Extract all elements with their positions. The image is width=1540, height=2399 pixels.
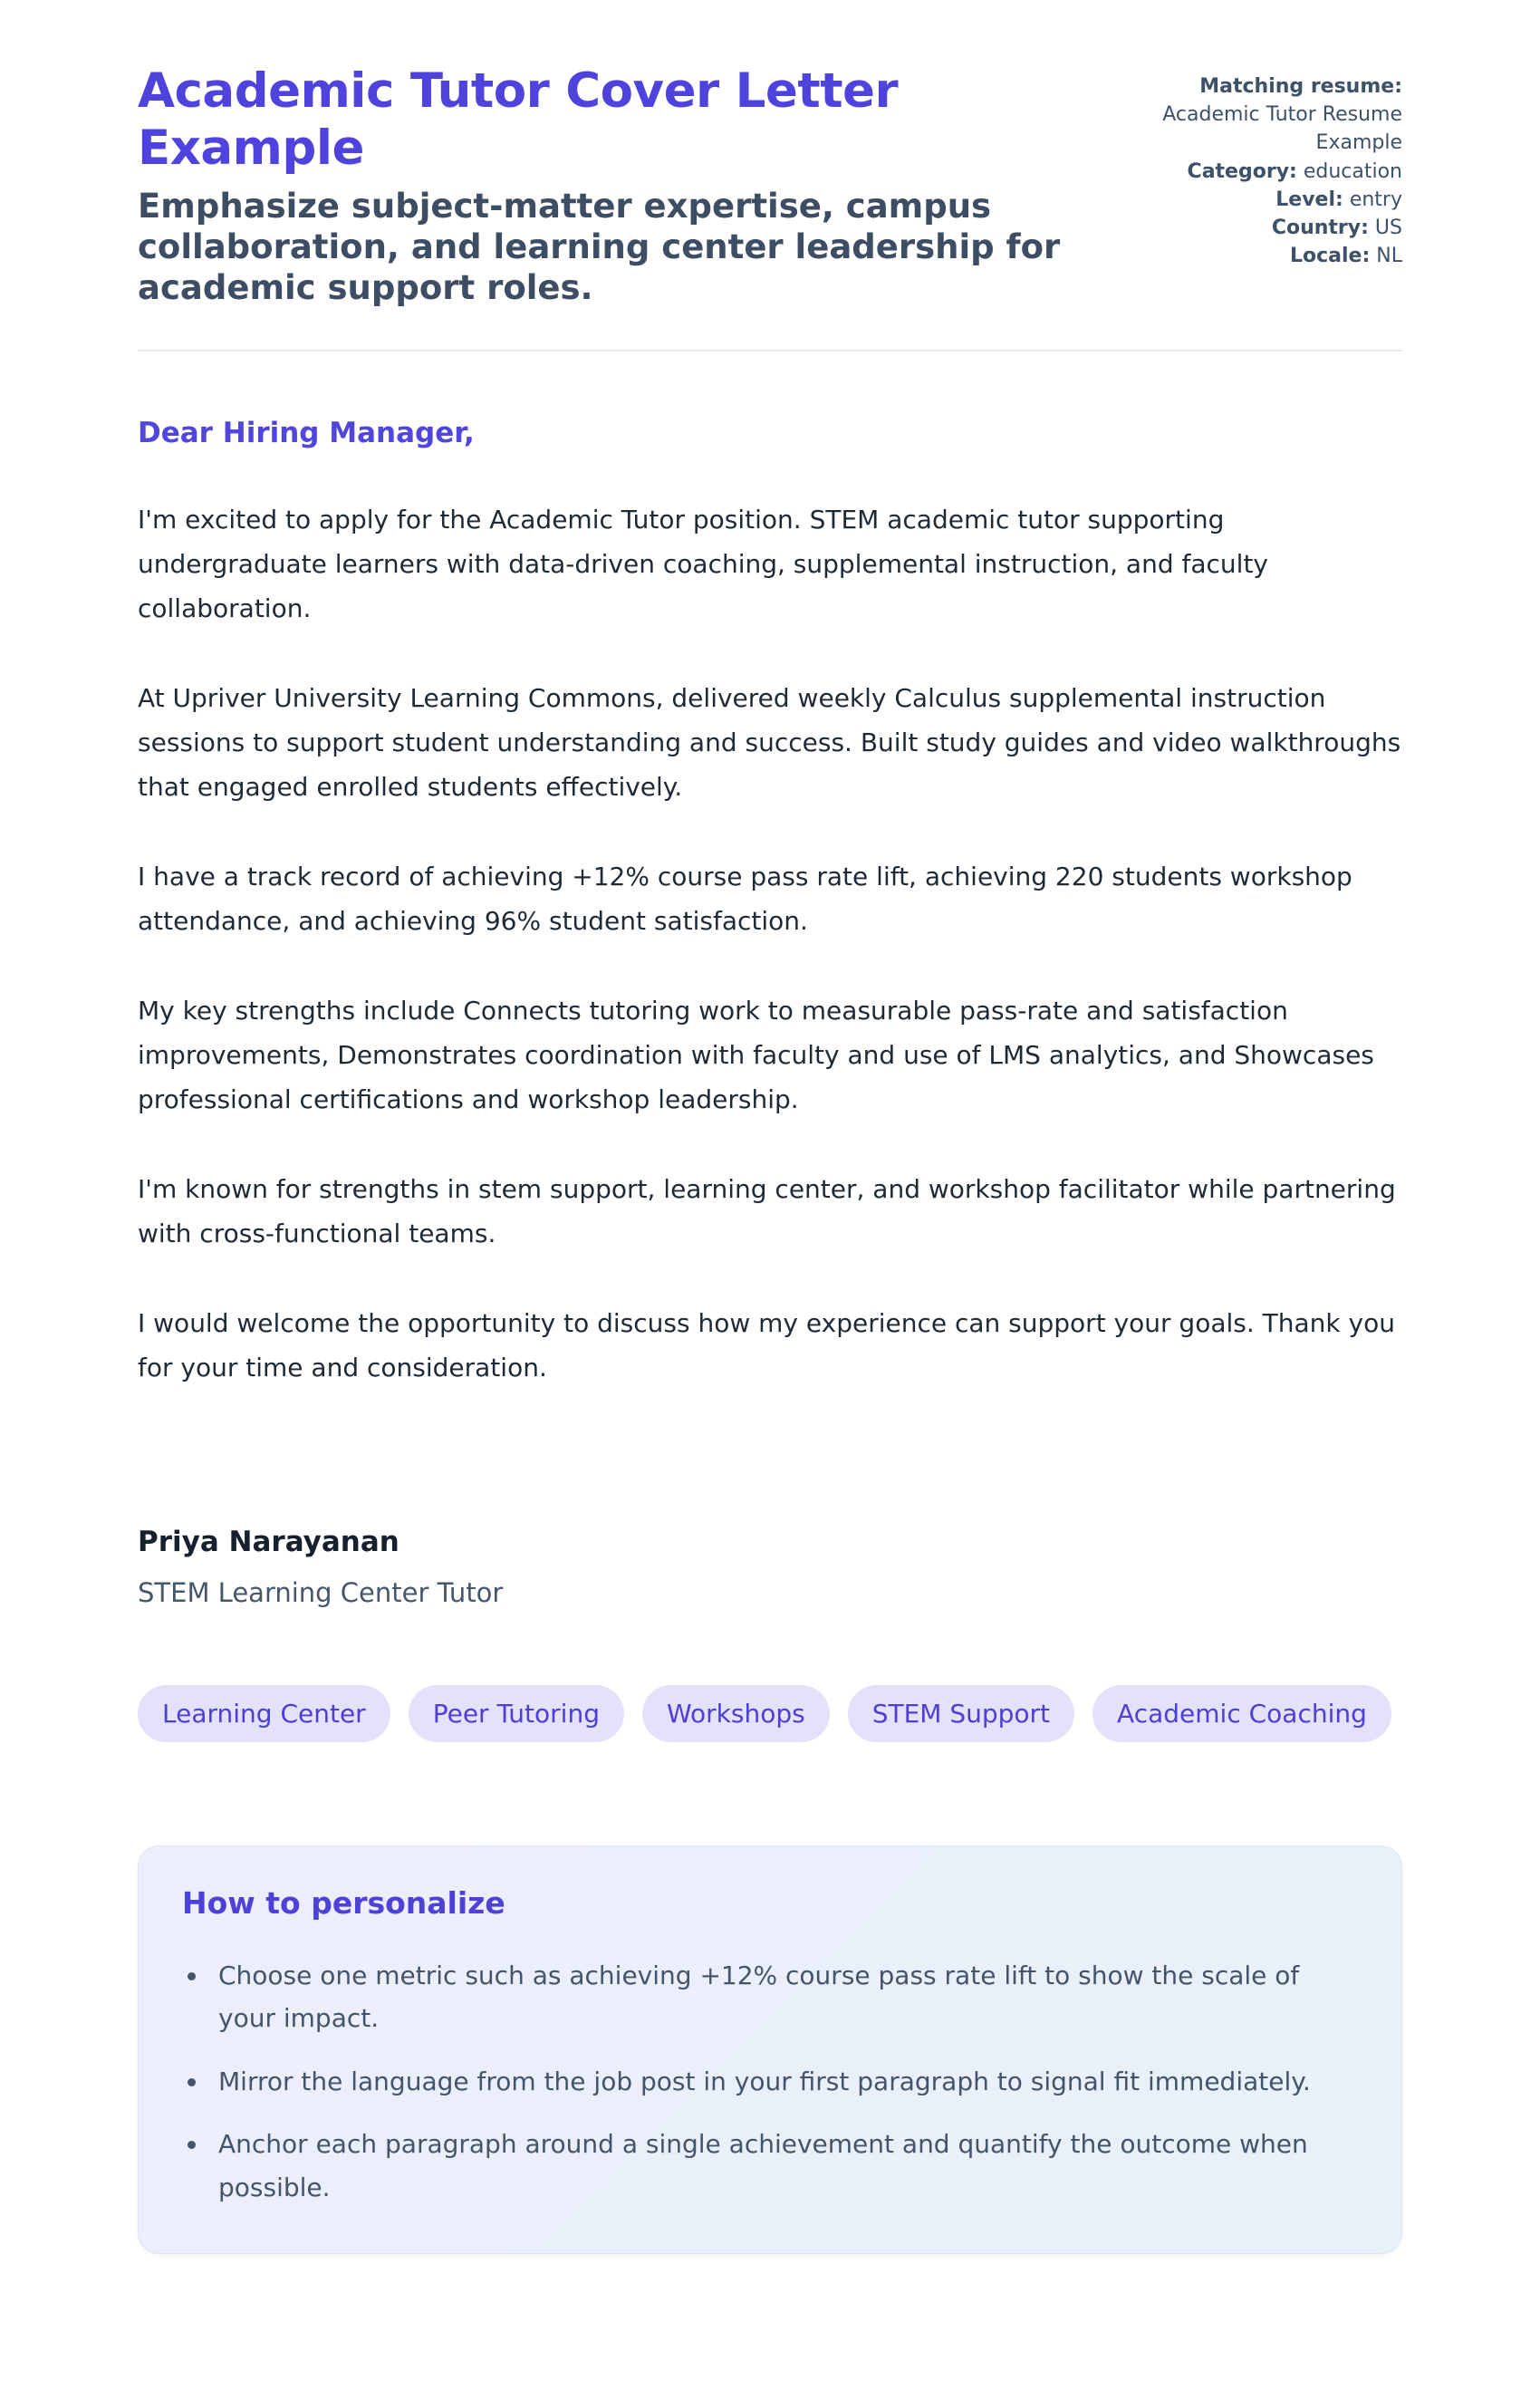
meta-label: Matching resume: xyxy=(1199,75,1402,98)
tips-box xyxy=(138,1845,1402,2254)
tag-pill[interactable]: Learning Center xyxy=(138,1685,390,1742)
tips-title: How to personalize xyxy=(182,1884,505,1921)
cover-letter-page xyxy=(138,0,1402,2336)
tag-pill[interactable]: Workshops xyxy=(642,1685,830,1742)
letter-paragraph: I would welcome the opportunity to discuss how my experience can support your goals. Thank you for your time and consideration. xyxy=(138,1307,1395,1383)
meta-label: Level: xyxy=(1275,188,1343,211)
header-left xyxy=(138,63,1098,308)
meta-label: Category: xyxy=(1187,159,1297,183)
tag-pill[interactable]: Academic Coaching xyxy=(1092,1685,1391,1742)
tip-item: • Choose one metric such as achieving +12% course pass rate lift to show the scale of your impact. xyxy=(209,1954,1358,2040)
signature xyxy=(138,1524,1402,1611)
page-subtitle: Emphasize subject-matter expertise, campus collaboration, and learning center leadership for academic support roles. xyxy=(138,187,1061,308)
letter-paragraph: At Upriver University Learning Commons, delivered weekly Calculus supplemental instruction sessions to support student understanding and success. Built study guides and video walkthroughs that engaged enrolled students effectively. xyxy=(138,682,1401,802)
letter-paragraph: I'm excited to apply for the Academic Tutor position. STEM academic tutor supporting undergraduate learners with data-driven coaching, supplemental instruction, and faculty collaboration. xyxy=(138,504,1268,623)
signature-role: STEM Learning Center Tutor xyxy=(138,1577,504,1609)
header-divider xyxy=(138,350,1402,352)
meta-label: Country: xyxy=(1271,217,1369,240)
letter-paragraph: I'm known for strengths in stem support, learning center, and workshop facilitator while partnering with cross-functional teams. xyxy=(138,1173,1396,1248)
tips-list xyxy=(182,1954,1358,2210)
meta-value: Academic Tutor Resume Example xyxy=(1162,103,1402,155)
tag-pill[interactable]: Peer Tutoring xyxy=(409,1685,624,1742)
meta-row-category xyxy=(1131,158,1402,186)
meta-value: entry xyxy=(1349,188,1402,211)
meta-row-locale xyxy=(1131,242,1402,270)
meta-value: NL xyxy=(1376,245,1402,268)
letter-paragraph: My key strengths include Connects tutoring work to measurable pass-rate and satisfaction improvements, Demonstrates coordination with faculty and use of LMS analytics, and Showcases professional certifications and workshop leadership. xyxy=(138,995,1374,1114)
cover-letter-body xyxy=(138,415,1402,1610)
header xyxy=(138,63,1402,308)
meta-row-matching-resume xyxy=(1131,72,1402,158)
meta-value: US xyxy=(1374,217,1402,240)
letter-paragraph: I have a track record of achieving +12% course pass rate lift, achieving 220 students workshop attendance, and achieving 96% student satisfaction. xyxy=(138,861,1352,936)
tag-list xyxy=(138,1685,1402,1742)
tag-pill[interactable]: STEM Support xyxy=(848,1685,1074,1742)
signature-name: Priya Narayanan xyxy=(138,1525,399,1558)
resume-meta xyxy=(1131,63,1402,308)
meta-row-country xyxy=(1131,214,1402,242)
meta-row-level xyxy=(1131,186,1402,214)
tip-item: • Mirror the language from the job post in your first paragraph to signal fit immediately. xyxy=(209,2060,1358,2104)
page-title: Academic Tutor Cover Letter Example xyxy=(138,63,899,176)
meta-label: Locale: xyxy=(1290,245,1371,268)
tip-item: • Anchor each paragraph around a single achievement and quantify the outcome when possible. xyxy=(209,2123,1358,2209)
greeting: Dear Hiring Manager, xyxy=(138,417,475,450)
meta-value: education xyxy=(1303,159,1402,183)
